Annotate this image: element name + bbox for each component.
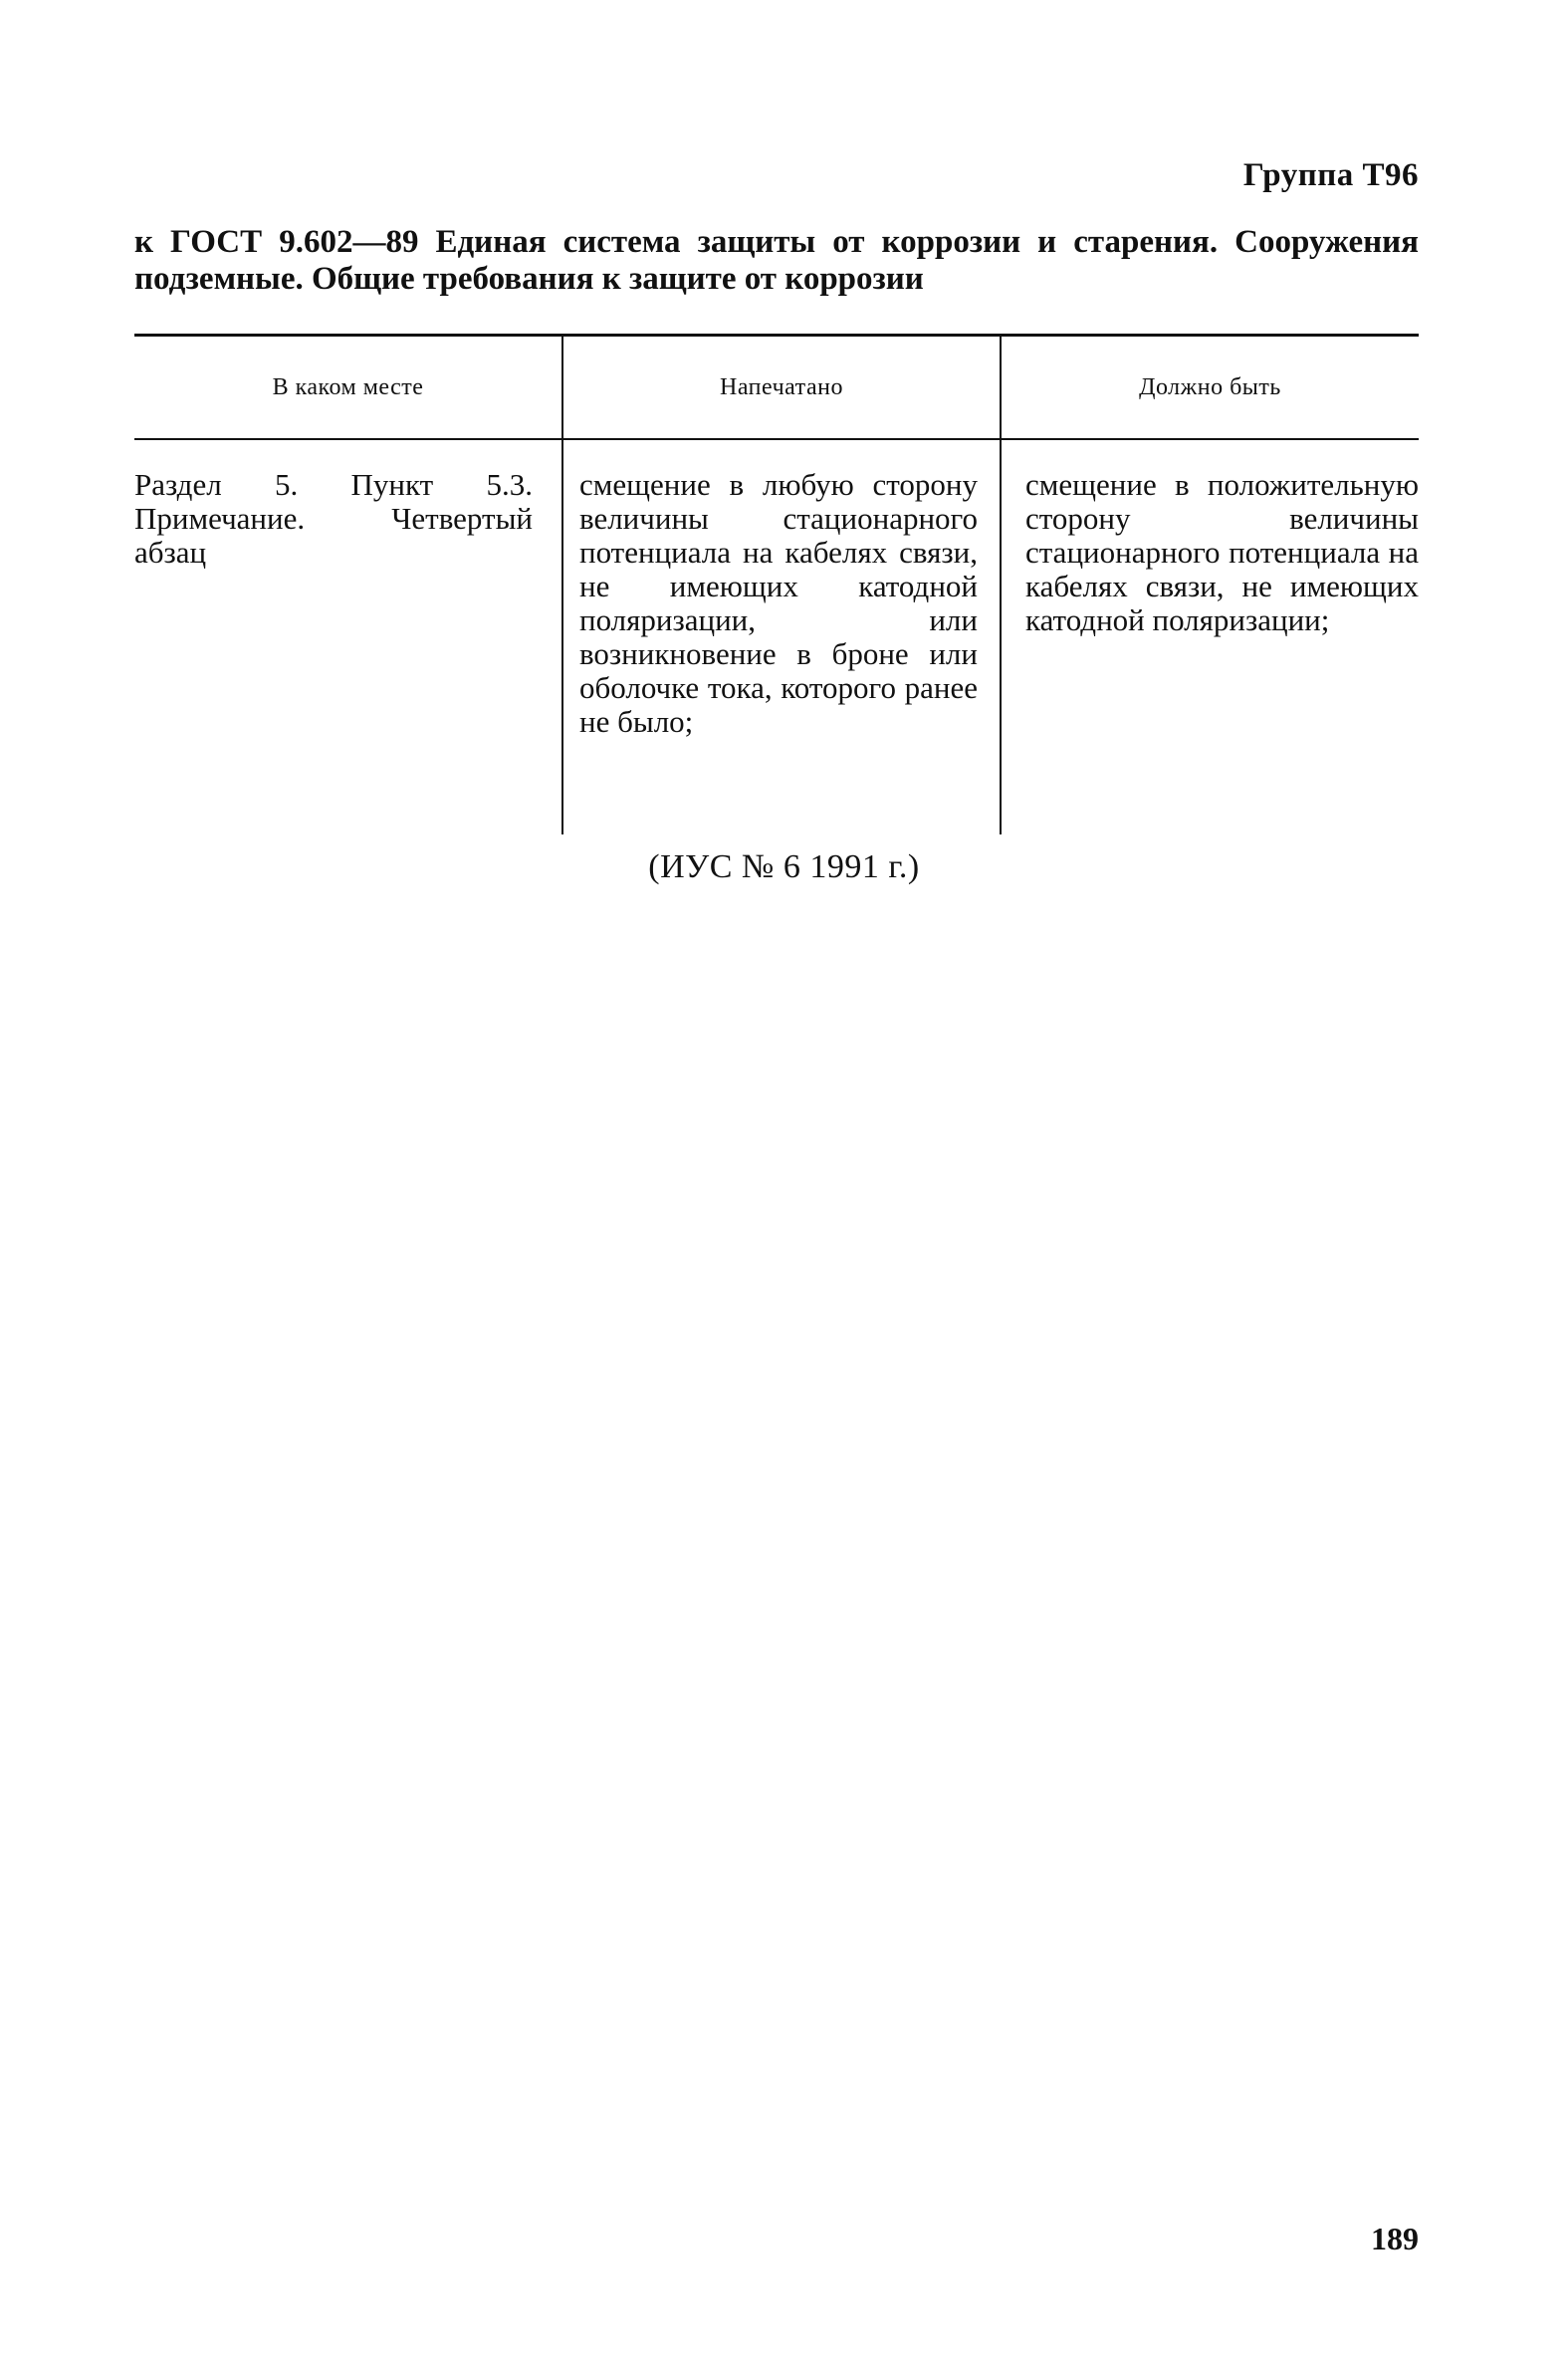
cell-should-be: смещение в положительную сторону величины стационарного потенциала на кабелях связи, не имеющих катодной поляризации; (1025, 467, 1419, 637)
column-header-printed: Напечатано (720, 373, 843, 400)
cell-location: Раздел 5. Пункт 5.3. Примечание. Четвертый абзац (134, 467, 533, 570)
page-number: 189 (1371, 2221, 1419, 2256)
table-header-rule (134, 438, 1419, 440)
cell-printed: смещение в любую сторону величины стационарного потенциала на кабелях связи, не имеющих катодной поляризации, или возникновение в броне или оболочке тока, которого ранее не было; (579, 467, 978, 739)
group-label: Группа Т96 (1242, 157, 1419, 193)
source-reference: (ИУС № 6 1991 г.) (648, 848, 920, 885)
column-header-should-be: Должно быть (1139, 373, 1281, 400)
column-header-location: В каком месте (272, 373, 424, 400)
document-title: к ГОСТ 9.602—89 Единая система защиты от коррозии и старения. Сооружения подземные. Общие требования к защите от коррозии (134, 224, 1419, 297)
